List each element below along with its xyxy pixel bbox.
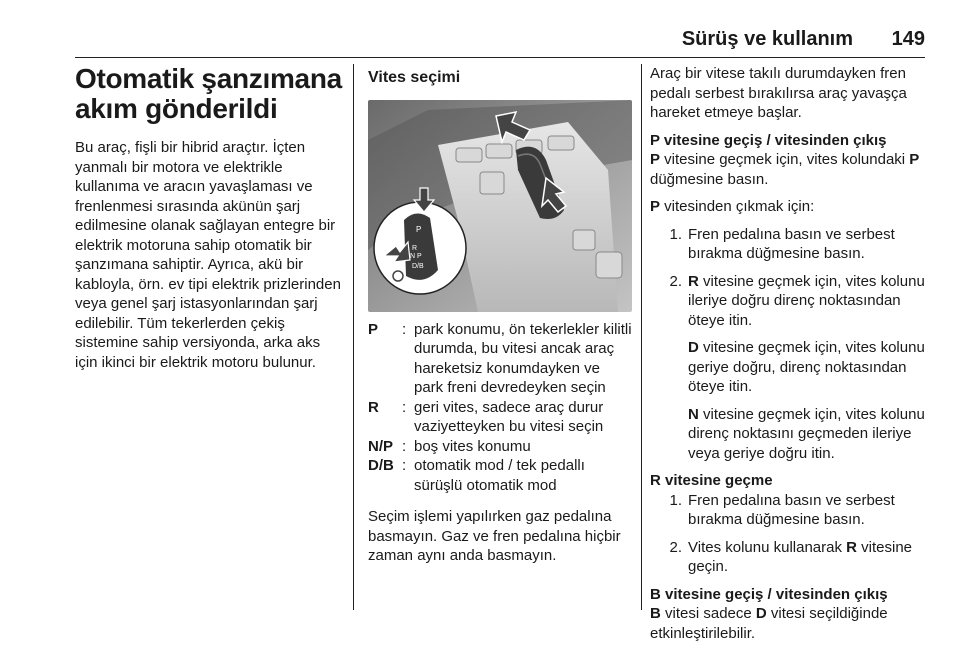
legend-text: geri vites, sadece araç durur vaziyetteyken bu vitesi seçin	[414, 398, 604, 435]
step-number: 1.	[669, 225, 682, 243]
header-divider	[75, 57, 925, 58]
text: vitesine geçin.	[688, 538, 913, 575]
lever-label-p: P	[416, 224, 422, 234]
legend-text: park konumu, ön tekerlekler kilitli durumda, bu vitesi ancak araç hareketsiz konumdayken ve park freni devredeyken seçin	[414, 320, 632, 396]
step-item	[650, 272, 930, 331]
subsection-heading: Vites seçimi	[368, 69, 461, 86]
step-number: 2.	[669, 538, 682, 556]
gear-letter: P	[650, 198, 661, 215]
gear-letter: R	[688, 272, 699, 290]
warning-paragraph: Seçim işlemi yapılırken gaz pedalına basmayın. Gaz ve fren pedalına hiçbir zaman aynı anda basmayın.	[368, 508, 621, 564]
column-divider	[353, 64, 354, 610]
subsection-heading: R vitesine geçme	[650, 472, 773, 489]
subsection-heading: P vitesine geçiş / vitesinden çıkış	[650, 131, 887, 149]
step-text	[688, 538, 930, 577]
gear-legend	[368, 320, 633, 496]
legend-row	[368, 456, 633, 495]
text: vitesi seçildiğinde etkinleştirilebilir.	[650, 605, 888, 642]
middle-column	[368, 64, 633, 566]
legend-row	[368, 320, 633, 398]
legend-key: N/P	[368, 437, 394, 455]
legend-text: boş vites konumu	[414, 437, 531, 455]
legend-row	[368, 398, 633, 437]
step-item	[650, 491, 930, 530]
subsection-heading: B vitesine geçiş / vitesinden çıkış	[650, 585, 888, 603]
text: vitesine geçmek için, vites kolundaki	[660, 151, 910, 168]
gear-letter: P	[909, 151, 920, 168]
legend-key: R	[368, 398, 379, 416]
page-number: 149	[891, 28, 925, 50]
legend-key: D/B	[368, 457, 394, 474]
header-title: Sürüş ve kullanım	[681, 28, 853, 50]
legend-key: P	[368, 320, 379, 338]
text: vitesi sadece	[660, 605, 756, 622]
step-number: 2.	[669, 272, 682, 290]
gear-letter: R	[846, 538, 857, 556]
text: vitesine geçmek için, vites kolunu ileriye doğru direnç noktasından öteye itin.	[688, 272, 925, 329]
legend-separator: :	[402, 457, 407, 474]
step-number: 1.	[669, 491, 682, 509]
step-text: Fren pedalına basın ve serbest bırakma düğmesine basın.	[688, 225, 895, 262]
gear-letter: D	[755, 605, 767, 622]
svg-text:N P: N P	[410, 252, 422, 260]
column-divider	[641, 64, 642, 610]
page-header	[75, 28, 925, 54]
right-column	[650, 64, 930, 651]
text: vitesine geçmek için, vites kolunu direnç noktasını geçmeden ileriye veya geriye doğru itin.	[688, 405, 925, 462]
left-column	[75, 64, 345, 372]
step-text	[688, 272, 930, 331]
step-item	[650, 538, 930, 577]
gear-letter: B	[650, 605, 661, 622]
legend-separator: :	[402, 320, 407, 338]
text: düğmesine basın.	[650, 170, 769, 188]
step-subparagraph	[688, 338, 930, 397]
gear-letter: D	[688, 339, 699, 356]
paragraph	[650, 150, 930, 189]
step-subparagraph	[688, 405, 930, 464]
text: Vites kolunu kullanarak	[688, 538, 847, 556]
step-item	[650, 225, 930, 264]
legend-separator: :	[402, 398, 407, 416]
svg-text:R: R	[412, 244, 418, 252]
intro-paragraph: Bu araç, fişli bir hibrid araçtır. İçten yanmalı bir motora ve elektrikle kullanıma ve aracın yavaşlaması ve frenlenmesi sırasında akünün şarj edilmesine olanak sağlayan entegre bir elektrik motoruna sahip otomatik bir şanzımana sahiptir. Ayrıca, akü bir kabloyla, örn. ev tipi elektrik prizlerinden veya genel şarj istasyonlarından şarj edilebilir. Tüm tekerlerden çekiş sistemine sahip versiyonda, arka aks için ikinci bir elektrik motoru bulunur.	[75, 139, 341, 371]
legend-separator: :	[402, 437, 407, 455]
paragraph: Araç bir vitese takılı durumdayken fren pedalı serbest bırakılırsa araç yavaşça hareket etmeye başlar.	[650, 65, 907, 121]
paragraph	[650, 197, 930, 217]
svg-text:D/B: D/B	[412, 262, 424, 270]
gear-selector-illustration	[368, 100, 632, 312]
legend-text: otomatik mod / tek pedallı sürüşlü otomatik mod	[414, 457, 585, 494]
step-text: Fren pedalına basın ve serbest bırakma düğmesine basın.	[688, 491, 895, 528]
gear-letter: P	[650, 151, 661, 168]
paragraph	[650, 604, 930, 643]
legend-row	[368, 437, 633, 457]
text: vitesinden çıkmak için:	[660, 198, 815, 215]
text: vitesine geçmek için, vites kolunu geriye doğru, direnç noktasından öteye itin.	[688, 339, 925, 395]
section-heading: Otomatik şanzımana akım gönderildi	[75, 63, 342, 124]
gear-letter: N	[688, 405, 699, 423]
